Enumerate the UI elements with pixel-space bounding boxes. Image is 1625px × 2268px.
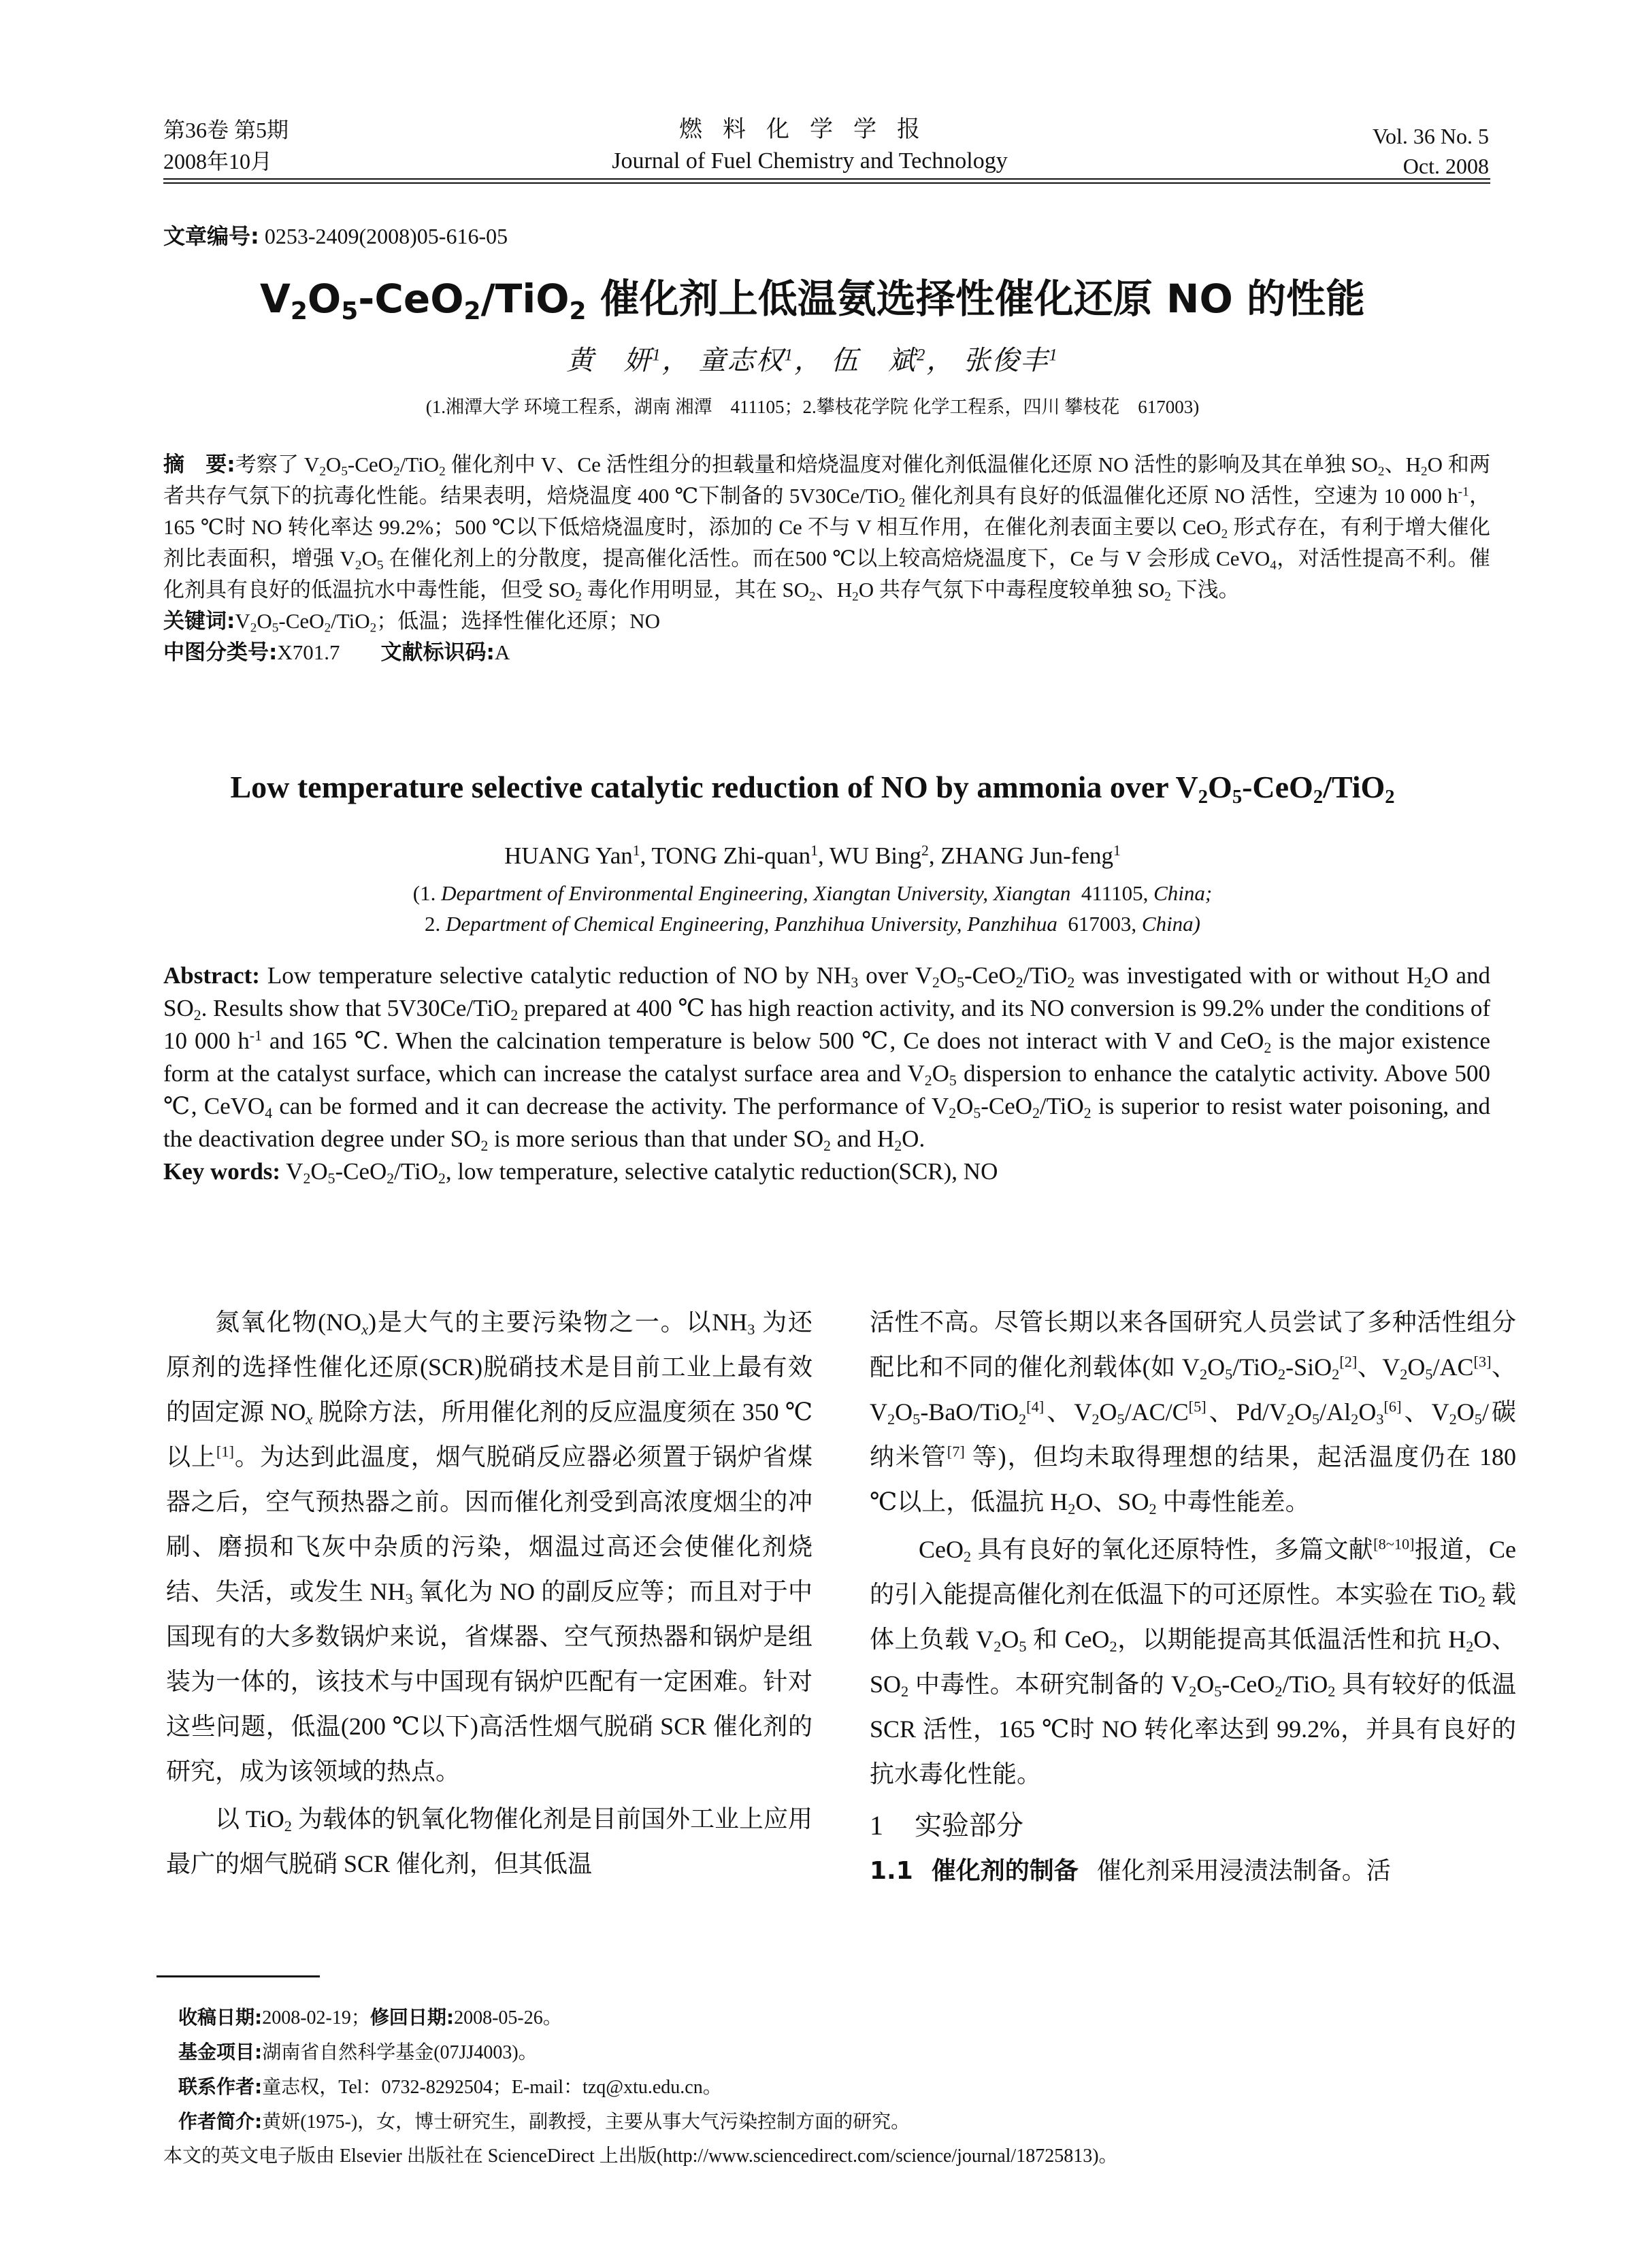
keywords-cn: 关键词$:V_2O_5-CeO_2/TiO_2$；低温；选择性催化还原；NO — [163, 609, 661, 636]
keywords-en-label: Key words: — [163, 1158, 281, 1185]
paragraph: 以 TiO$_2$ 为载体的钒氧化物催化剂是目前国外工业上应用最广的烟气脱硝 SCR 催化剂，但其低温 — [166, 1805, 813, 1877]
author: HUANG Yan — [504, 842, 633, 869]
clc-label: 中图分类号: — [163, 640, 278, 665]
running-header-right — [1373, 121, 1489, 181]
author: 黄 妍 — [566, 345, 653, 376]
affiliation-1: (1. Department of Environmental Engineering, Xiangtan University, Xiangtan 411105, China; — [412, 881, 1213, 905]
journal-name-en: Journal of Fuel Chemistry and Technology — [612, 148, 1008, 174]
keywords-cn-label: 关键词: — [163, 609, 235, 634]
abstract-en-label: Abstract: — [163, 962, 260, 989]
front-matter-cn — [163, 449, 1490, 668]
citation-ref: [4] — [1026, 1398, 1045, 1415]
abstract-en: Abstract: Low temperature selective catalytic reduction of NO by $NH_3$ over $V_2O_5-CeO_2/TiO_2$ was investigated with or without $H_2O$ and $SO_2$. Results show that 5V30Ce/TiO$_2$ prepared at 400 ℃ has high reaction activity, and its NO conversion is 99.2% under the conditions of 10 000 $h^{-1}$ and 165 ℃. When the calcination temperature is below 500 ℃, Ce does not interact with V and CeO$_2$ is the major existence form at the catalyst surface, which can increase the catalyst surface area and $V_2O_5$ dispersion to enhance the catalytic activity. Above 500 ℃, CeVO$_4$ can be formed and it can decrease the activity. The performance of $V_2O_5-CeO_2/TiO_2$ is superior to resist water poisoning, and the deactivation degree under $SO_2$ is more serious than that under $SO_2$ and $H_2O$. — [163, 962, 1491, 1155]
affiliations-cn: (1.湘潭大学 环境工程系，湖南 湘潭 411105；2.攀枝花学院 化学工程系，四川 攀枝花 617003) — [425, 397, 1200, 417]
running-header-left — [163, 114, 289, 177]
abstract-cn: 摘 要:考察了 $V_2O_5-CeO_2/TiO_2$ 催化剂中 V、Ce 活性组分的担载量和焙烧温度对催化剂低温催化还原 NO 活性的影响及其在单独 $SO_2$、$H_2O$ 和两者共存气氛下的抗毒化性能。结果表明，焙烧温度 400 ℃下制备的 5V30Ce/TiO$_2$ 催化剂具有良好的低温催化还原 NO 活性，空速为 10 000 $h^{-1}$，165 ℃时 NO 转化率达 99.2%；500 ℃以下低焙烧温度时，添加的 Ce 不与 V 相互作用，在催化剂表面主要以 CeO$_2$ 形式存在，有利于增大催化剂比表面积，增强 $V_2O_5$ 在催化剂上的分散度，提高催化活性。而在500 ℃以上较高焙烧温度下，Ce 与 V 会形成 CeVO$_4$，对活性提高不利。催化剂具有良好的低温抗水中毒性能，但受 $SO_2$ 毒化作用明显，其在 $SO_2$、$H_2O$ 共存气氛下中毒程度较单独 $SO_2$ 下浅。 — [163, 453, 1490, 604]
citation-ref: [8~10] — [1373, 1535, 1415, 1553]
author: ZHANG Jun-feng — [940, 842, 1114, 869]
author: 伍 斌 — [831, 345, 917, 376]
citation-ref: [1] — [216, 1443, 234, 1460]
citation-ref: [3] — [1473, 1353, 1492, 1370]
abstract-cn-label: 摘 要: — [163, 453, 235, 477]
volume-issue-cn: 第36卷 第5期 — [163, 118, 289, 142]
clc-value: X701.7 — [277, 640, 340, 664]
date-cn: 2008年10月 — [163, 149, 273, 174]
doc-code-value: A — [494, 640, 510, 664]
article-number-label: 文章编号: — [163, 223, 259, 249]
front-matter-en — [163, 959, 1490, 1188]
citation-ref: [5] — [1188, 1398, 1207, 1415]
footnote-rule — [157, 1975, 320, 1977]
author: 童志权 — [698, 345, 785, 376]
running-header-center — [517, 114, 1102, 177]
footnote-bio: 作者简介:黄妍(1975-)，女，博士研究生，副教授，主要从事大气污染控制方面的研究。 — [178, 2110, 910, 2133]
keywords-en: Key words: $V_2O_5-CeO_2/TiO_2$, low temperature, selective catalytic reduction(SCR), NO — [163, 1158, 998, 1187]
author: TONG Zhi-quan — [651, 842, 811, 869]
citation-ref: [2] — [1339, 1353, 1358, 1370]
footnote-dates: 收稿日期:2008-02-19；修回日期:2008-05-26。 — [178, 2006, 562, 2028]
classification — [163, 637, 1490, 668]
paragraph: CeO$_2$ 具有良好的氧化还原特性，多篇文献[8~10]报道，Ce 的引入能提高催化剂在低温下的可还原性。本实验在 TiO$_2$ 载体上负载 $V_2O_5$ 和 CeO$_2$，以期能提高其低温活性和抗 $H_2O$、$SO_2$ 中毒性。本研究制备的 $V_2O_5-CeO_2/TiO_2$ 具有较好的低温 SCR 活性，165 ℃时 NO 转化率达到 99.2%，并具有良好的抗水毒化性能。 — [870, 1535, 1516, 1788]
journal-name-cn: 燃料化学学报 — [679, 117, 940, 142]
affiliations-en — [0, 878, 1625, 939]
date-en: Oct. 2008 — [1402, 154, 1489, 178]
author: WU Bing — [829, 842, 921, 869]
authors-cn: 黄 妍$^1$， 童志权$^1$， 伍 斌$^2$， 张俊丰$^1$ — [566, 345, 1059, 376]
footnote-fund: 基金项目:湖南省自然科学基金(07JJ4003)。 — [178, 2041, 538, 2063]
volume-issue-en: Vol. 36 No. 5 — [1373, 124, 1489, 148]
citation-ref: [6] — [1383, 1398, 1402, 1415]
doc-code-label: 文献标识码: — [380, 640, 495, 665]
title-cn: $V_2O_5-CeO_2/TiO_2$ 催化剂上低温氨选择性催化还原 NO 的性能 — [260, 276, 1365, 326]
body-column-right — [870, 1300, 1516, 1894]
article-number — [163, 219, 508, 250]
footnotes — [163, 2001, 1490, 2139]
header-rule — [163, 178, 1490, 184]
paragraph: 活性不高。尽管长期以来各国研究人员尝试了多种活性组分配比和不同的催化剂载体(如 $V_2O_5/TiO_2-SiO_2[2]$、$V_2O_5/AC[3]$、$V_2O_5-BaO/TiO_2[4]$、$V_2O_5/AC/C[5]$、$Pd/V_2O_5/Al_2O_3[6]$、$V_2O_5/$碳纳米管[7] 等)，但均未取得理想的结果，起活温度仍在 180 ℃以上，低温抗 $H_2O$、$SO_2$ 中毒性能差。 — [870, 1309, 1517, 1518]
article-number-value: 0253-2409(2008)05-616-05 — [264, 224, 508, 248]
paragraph: 氮氧化物$(NO_x)$是大气的主要污染物之一。以$NH_3$ 为还原剂的选择性催化还原(SCR)脱硝技术是目前工业上最有效的固定源 $NO_x$ 脱除方法，所用催化剂的反应温度须在 350 ℃以上[1]。为达到此温度，烟气脱硝反应器必须置于锅炉省煤器之后，空气预热器之前。因而催化剂受到高浓度烟尘的冲刷、磨损和飞灰中杂质的污染，烟温过高还会使催化剂烧结、失活，或发生 $NH_3$ 氧化为 NO 的副反应等；而且对于中国现有的大多数锅炉来说，省煤器、空气预热器和锅炉是组装为一体的，该技术与中国现有锅炉匹配有一定困难。针对这些问题，低温(200 ℃以下)高活性烟气脱硝 SCR 催化剂的研究，成为该领域的热点。 — [166, 1309, 813, 1785]
section-heading: 1 实验部分 — [870, 1810, 1023, 1841]
title-en: Low temperature selective catalytic reduction of NO by ammonia over $V_2O_5-CeO_2/TiO_2$ — [230, 770, 1395, 808]
authors-en: HUANG Yan$^1$, TONG Zhi-quan$^1$, WU Bing$^2$, ZHANG Jun-feng$^1$ — [504, 842, 1121, 869]
footnote-english-edition: 本文的英文电子版由 Elsevier 出版社在 ScienceDirect 上出版(http://www.sciencedirect.com/science/journal/18725813)。 — [163, 2146, 1118, 2167]
affiliation-2: 2. Department of Chemical Engineering, Panzhihua University, Panzhihua 617003, China) — [424, 912, 1201, 936]
subsection-heading: 1.1 催化剂的制备 催化剂采用浸渍法制备。活 — [870, 1857, 1391, 1885]
citation-ref: [7] — [947, 1443, 965, 1460]
footnote-contact: 联系作者:童志权，Tel：0732-8292504；E-mail：tzq@xtu.edu.cn。 — [178, 2075, 722, 2098]
footnote-area — [163, 2001, 1490, 2173]
author: 张俊丰 — [963, 345, 1049, 376]
body-column-left — [166, 1300, 813, 1886]
